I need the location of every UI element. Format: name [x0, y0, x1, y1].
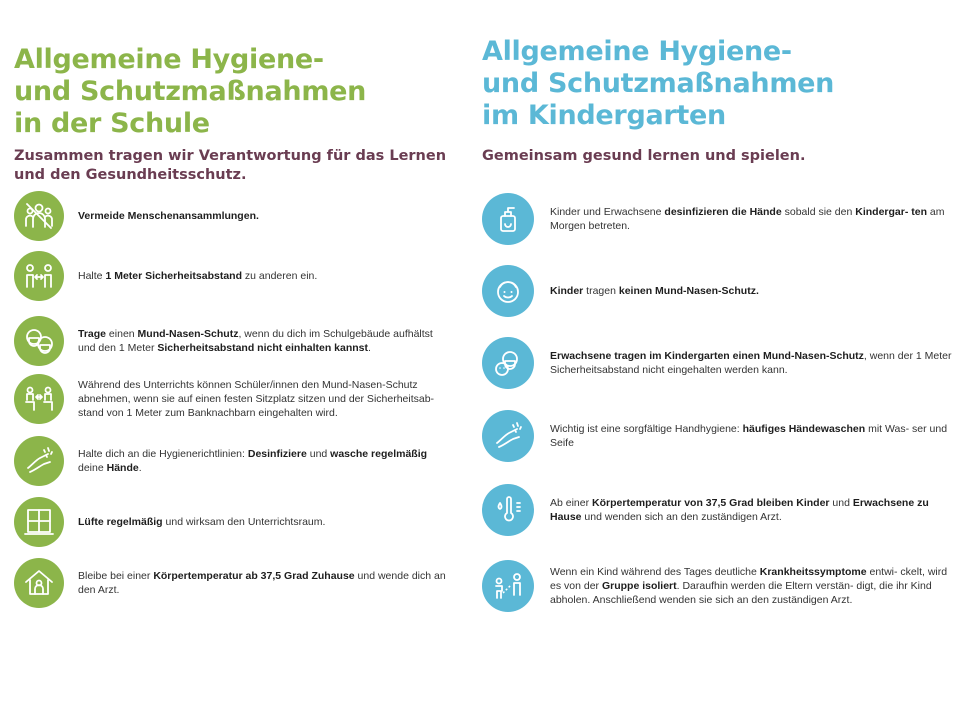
- bold-text: 1 Meter Sicherheitsabstand: [105, 270, 242, 282]
- left-list-item: [14, 374, 450, 424]
- text: und: [306, 448, 331, 460]
- left-item-text: [78, 378, 450, 420]
- bold-text: Körpertemperatur ab 37,5 Grad Zuhause: [153, 570, 355, 582]
- window-icon: [14, 497, 64, 547]
- left-item-text: [78, 569, 450, 597]
- bold-text: keinen Mund-Nasen-Schutz.: [618, 285, 759, 297]
- bold-text: Körpertemperatur von 37,5 Grad bleiben Kinder: [592, 497, 830, 509]
- left-list-item: [14, 497, 450, 547]
- bold-text: desinfizieren die Hände: [664, 206, 782, 218]
- text: .: [138, 462, 142, 474]
- right-list-item: [482, 484, 952, 536]
- text: , wenn du dich im Schulgebäude aufhältst und den 1 Meter: [78, 328, 433, 354]
- bold-text: Erwachsene tragen im Kindergarten einen Mund-Nasen-Schutz: [550, 350, 864, 362]
- text: Kinder und Erwachsene: [550, 206, 665, 218]
- text: . Daraufhin werden die Eltern verstän- digt, die ihr Kind abholen. Anschließend wenden sie sich an den zuständigen Arzt.: [550, 580, 932, 606]
- handwash-icon: [14, 436, 64, 486]
- right-list-item: [482, 193, 952, 245]
- right-item-text: [550, 496, 952, 524]
- text: Halte: [78, 270, 106, 282]
- school-title: [14, 44, 454, 140]
- classroom-distance-icon: [14, 374, 64, 424]
- kindergarten-title: [482, 36, 952, 132]
- bold-text: Sicherheitsabstand nicht einhalten kannst: [157, 342, 369, 354]
- kindergarten-subtitle: Gemeinsam gesund lernen und spielen.: [482, 148, 806, 164]
- right-list-item: [482, 337, 952, 389]
- left-list-item: [14, 316, 450, 366]
- right-item-text: [550, 422, 952, 450]
- left-item-text: [78, 209, 450, 223]
- text: Bleibe bei einer: [78, 570, 154, 582]
- text: Während des Unterrichts können Schüler/innen den Mund-Nasen-Schutz abnehmen, wenn sie auf einen festen Sitzplatz sitzen und der Sicherheitsab- stand von 1 Meter zum Banknachbarn eingehalten wird.: [78, 379, 435, 419]
- bold-text: häufiges Händewaschen: [742, 423, 866, 435]
- text: mit Was- ser und Seife: [550, 423, 948, 449]
- text: , wenn der 1 Meter Sicherheitsabstand nicht eingehalten werden kann.: [550, 350, 952, 376]
- bold-text: Erwachsene zu Hause: [550, 497, 929, 523]
- text: Halte dich an die Hygienerichtlinien:: [78, 448, 248, 460]
- right-item-text: [550, 565, 952, 607]
- crowd-crossed-icon: [14, 191, 64, 241]
- bold-text: wasche regelmäßig: [330, 448, 428, 460]
- bold-text: Trage: [78, 328, 107, 340]
- text: und wenden sich an den zuständigen Arzt.: [581, 511, 782, 523]
- text: Wichtig ist eine sorgfältige Handhygiene:: [550, 423, 743, 435]
- text: am Morgen betreten.: [550, 206, 945, 232]
- masks-icon: [14, 316, 64, 366]
- right-list-item: [482, 410, 952, 462]
- right-item-text: [550, 205, 952, 233]
- school-title-line-1: Allgemeine Hygiene-: [14, 44, 324, 75]
- text: Wenn ein Kind während des Tages deutliche: [550, 566, 760, 578]
- text: einen: [106, 328, 138, 340]
- left-list-item: [14, 436, 450, 486]
- isolation-icon: [482, 560, 534, 612]
- text: und wende dich an den Arzt.: [78, 570, 446, 596]
- school-title-line-2: und Schutzmaßnahmen: [14, 76, 367, 107]
- bold-text: Krankheitssymptome: [759, 566, 867, 578]
- text: .: [368, 342, 371, 354]
- distance-icon: [14, 251, 64, 301]
- handwash-icon: [482, 410, 534, 462]
- text: deine: [78, 462, 107, 474]
- right-list-item: [482, 560, 952, 612]
- text: und: [829, 497, 853, 509]
- left-item-text: [78, 515, 450, 529]
- kindergarten-title-line-3: im Kindergarten: [482, 100, 726, 131]
- school-title-line-3: in der Schule: [14, 108, 210, 139]
- text: Ab einer: [550, 497, 593, 509]
- school-subtitle: Zusammen tragen wir Verantwortung für das Lernen und den Gesundheitsschutz.: [14, 148, 447, 183]
- left-list-item: [14, 558, 450, 608]
- bold-text: Mund-Nasen-Schutz: [137, 328, 239, 340]
- kindergarten-title-line-2: und Schutzmaßnahmen: [482, 68, 835, 99]
- left-list-item: [14, 251, 450, 301]
- left-list-item: [14, 191, 450, 241]
- adult-mask-icon: [482, 337, 534, 389]
- right-item-text: [550, 349, 952, 377]
- kindergarten-title-line-1: Allgemeine Hygiene-: [482, 36, 792, 67]
- text: und wirksam den Unterrichtsraum.: [162, 516, 326, 528]
- text: sobald sie den: [781, 206, 856, 218]
- bold-text: Gruppe isoliert: [601, 580, 677, 592]
- bold-text: Desinfiziere: [247, 448, 307, 460]
- left-item-text: [78, 327, 450, 355]
- bold-text: Lüfte regelmäßig: [78, 516, 163, 528]
- right-item-text: [550, 284, 952, 298]
- text: zu anderen ein.: [241, 270, 318, 282]
- sanitizer-icon: [482, 193, 534, 245]
- bold-text: Hände: [106, 462, 139, 474]
- thermometer-icon: [482, 484, 534, 536]
- home-icon: [14, 558, 64, 608]
- right-list-item: [482, 265, 952, 317]
- text: tragen: [583, 285, 619, 297]
- left-item-text: [78, 269, 450, 283]
- child-face-icon: [482, 265, 534, 317]
- text: entwi- ckelt, wird es von der: [550, 566, 948, 592]
- bold-text: Vermeide Menschenansammlungen.: [78, 210, 259, 222]
- left-item-text: [78, 447, 450, 475]
- bold-text: Kinder: [550, 285, 584, 297]
- bold-text: Kindergar- ten: [855, 206, 928, 218]
